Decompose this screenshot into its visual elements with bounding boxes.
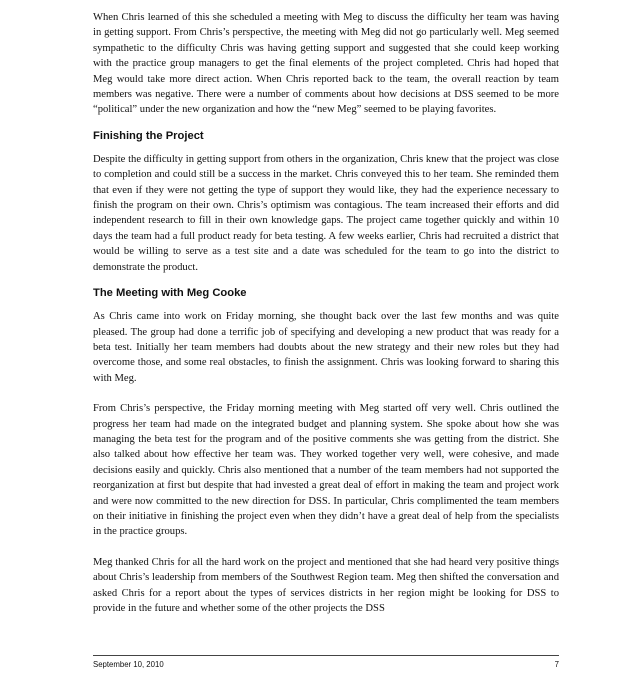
footer-divider xyxy=(93,655,559,656)
paragraph-friday-morning: As Chris came into work on Friday morning, she thought back over the last few months and was quite pleased. The group had done a terrific job of specifying and developing a new product that was ready for a beta test. Initially her team members had doubts about the new strategy and their new roles but they had overcome those, and some real obstacles, to finish the assignment. Chris was looking forward to sharing this with Meg. xyxy=(93,311,559,384)
paragraph-meeting-progress: From Chris’s perspective, the Friday morning meeting with Meg started off very well. Chris outlined the progress her team had made on the integrated budget and planning system. She spoke about how she was managing the beta test for the program and of the positive comments she was getting from the district. She also talked about how effective her team was. They worked together very well, were cohesive, and made decisions easily and quickly. Chris also mentioned that a number of the team members had not supported the reorganization at first but despite that had invested a great deal of effort in making the team and project work and were now committed to the new direction for DSS. In particular, Chris complimented the team members on their initiative in finishing the project even when they didn’t have a great deal of help from the specialists in the practice groups. xyxy=(93,403,559,538)
page-body xyxy=(93,10,559,616)
section-heading-meeting-meg-cooke: The Meeting with Meg Cooke xyxy=(93,287,247,300)
paragraph-finishing-project: Despite the difficulty in getting support from others in the organization, Chris knew that the project was close to completion and could still be a success in the market. Chris conveyed this to her team. She reminded them that even if they were not getting the type of support they would like, they had the experience necessary to finish the program on their own. Chris’s optimism was contagious. The team increased their efforts and did independent research to fill in their own knowledge gaps. The project came together quickly and within 10 days the team had a full product ready for beta testing. A few weeks earlier, Chris had recruited a district that would be willing to serve as a test site and a date was scheduled for the team to go into the district to demonstrate the product. xyxy=(93,153,559,273)
paragraph-meg-response: Meg thanked Chris for all the hard work on the project and mentioned that she had heard very positive things about Chris’s leadership from members of the Southwest Region team. Meg then shifted the conversation and asked Chris for a report about the types of services districts in her region might be looking for DSS to provide in the future and whether some of the other projects the DSS xyxy=(93,556,559,614)
footer-date: September 10, 2010 xyxy=(93,660,164,669)
section-heading-finishing-project: Finishing the Project xyxy=(93,129,204,142)
footer-page-number: 7 xyxy=(554,660,559,669)
paragraph-meeting-with-meg: When Chris learned of this she scheduled a meeting with Meg to discuss the difficulty her team was having in getting support. From Chris’s perspective, the meeting with Meg did not go particularly well. Meg seemed sympathetic to the difficulty Chris was having getting support and suggested that she could keep working with the practice group managers to get the final elements of the project completed. Chris had hoped that Meg would take more direct action. When Chris reported back to the team, the overall reaction by team members was negative. There were a number of comments about how decisions at DSS seemed to be more “political” under the new organization and how the “new Meg” seemed to be playing favorites. xyxy=(93,12,559,116)
